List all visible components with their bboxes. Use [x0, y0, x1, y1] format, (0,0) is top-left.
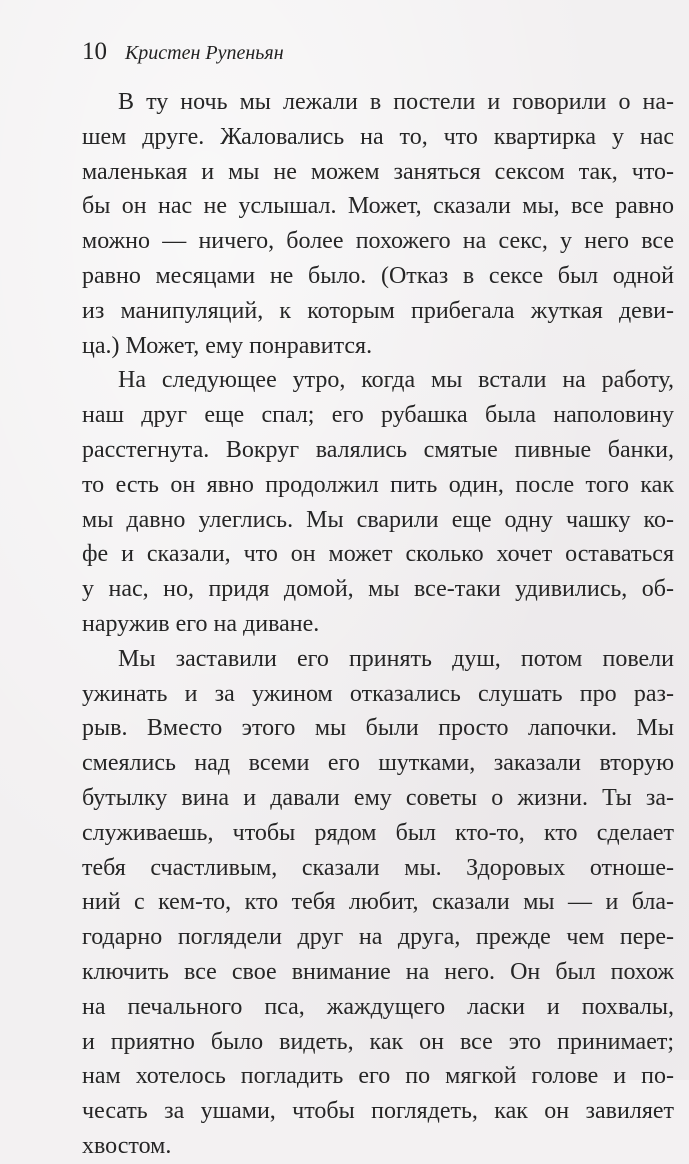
text-line: чесать за ушами, чтобы поглядеть, как он завиляет — [82, 1098, 674, 1125]
text-line: годарно поглядели друг на друга, прежде чем пере- — [82, 924, 674, 951]
text-line: маленькая и мы не можем заняться сексом так, что- — [82, 158, 674, 185]
text-line: фе и сказали, что он может сколько хочет оставаться — [82, 541, 674, 568]
page-number: 10 — [82, 38, 107, 65]
text-line: смеялись над всеми его шутками, заказали вторую — [82, 750, 674, 777]
text-line: бы он нас не услышал. Может, сказали мы, все равно — [82, 193, 674, 220]
text-line: мы давно улеглись. Мы сварили еще одну чашку ко- — [82, 506, 674, 533]
text-line: ключить все свое внимание на него. Он был похож — [82, 958, 674, 985]
text-line: бутылку вина и давали ему советы о жизни. Ты за- — [82, 784, 674, 811]
text-line: то есть он явно продолжил пить один, после того как — [82, 471, 674, 498]
text-line: наружив его на диване. — [82, 610, 320, 637]
author-name: Кристен Рупеньян — [125, 42, 284, 64]
text-line: На следующее утро, когда мы встали на работу, — [118, 367, 674, 394]
text-line: ужинать и за ужином отказались слушать про раз- — [82, 680, 674, 707]
text-line: наш друг еще спал; его рубашка была наполовину — [82, 402, 674, 429]
text-line: расстегнута. Вокруг валялись смятые пивные банки, — [82, 436, 674, 463]
text-line: ца.) Может, ему понравится. — [82, 332, 373, 359]
text-line: нам хотелось погладить его по мягкой голове и по- — [82, 1063, 674, 1090]
text-line: равно месяцами не было. (Отказ в сексе был одной — [82, 262, 674, 289]
text-line: ний с кем-то, кто тебя любит, сказали мы — и бла- — [82, 889, 674, 916]
text-line: можно — ничего, более похожего на секс, у него все — [82, 228, 674, 255]
running-head — [82, 38, 284, 70]
text-line: шем друге. Жаловались на то, что квартирка у нас — [82, 123, 674, 150]
text-line: рыв. Вместо этого мы были просто лапочки. Мы — [82, 715, 674, 742]
text-line: служиваешь, чтобы рядом был кто-то, кто сделает — [82, 819, 674, 846]
text-line: у нас, но, придя домой, мы все-таки удивились, об- — [82, 576, 674, 603]
text-line: и приятно было видеть, как он все это принимает; — [82, 1028, 674, 1055]
body-text — [82, 85, 674, 1164]
text-line: В ту ночь мы лежали в постели и говорили о на- — [118, 89, 674, 115]
text-line: Мы заставили его принять душ, потом повели — [118, 645, 674, 672]
text-line: из манипуляций, к которым прибегала жуткая деви- — [82, 297, 674, 324]
text-line: на печального пса, жаждущего ласки и похвалы, — [82, 993, 674, 1020]
text-line: хвостом. — [82, 1132, 172, 1159]
text-line: тебя счастливым, сказали мы. Здоровых отноше- — [82, 854, 674, 881]
